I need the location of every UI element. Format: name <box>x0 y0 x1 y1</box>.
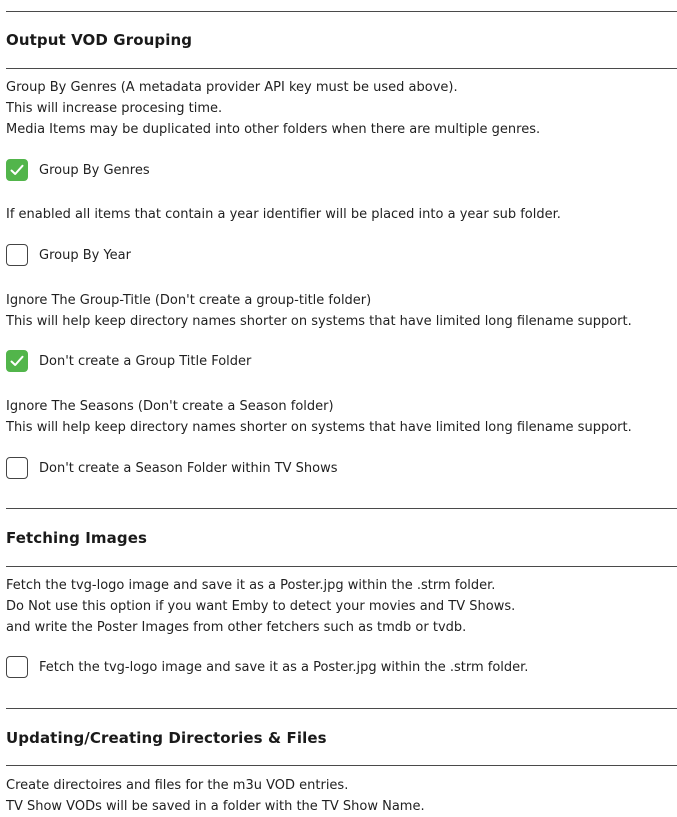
section-title-updating-directories: Updating/Creating Directories & Files <box>6 729 327 747</box>
fetch-logo-label[interactable]: Fetch the tvg-logo image and save it as a Poster.jpg within the .strm folder. <box>39 659 529 675</box>
group-by-year-option[interactable] <box>6 242 131 268</box>
section-divider-top <box>6 11 677 12</box>
description-line: If enabled all items that contain a year identifier will be placed into a year sub folder. <box>6 207 561 222</box>
season-folder-label[interactable]: Don't create a Season Folder within TV Shows <box>39 460 338 476</box>
description-line: This will increase procesing time. <box>6 101 223 116</box>
description-line: Group By Genres (A metadata provider API key must be used above). <box>6 80 458 95</box>
description-line: Do Not use this option if you want Emby to detect your movies and TV Shows. <box>6 599 516 614</box>
section-divider-top <box>6 708 677 709</box>
option-description-seasons <box>6 396 632 438</box>
group-title-folder-option[interactable] <box>6 348 251 374</box>
description-line: Create directoires and files for the m3u VOD entries. <box>6 778 349 793</box>
group-by-genres-option[interactable] <box>6 157 150 183</box>
description-line: TV Show VODs will be saved in a folder with the TV Show Name. <box>6 799 425 814</box>
group-by-genres-checkbox[interactable] <box>6 159 28 181</box>
fetch-logo-option[interactable] <box>6 654 528 680</box>
description-line: Ignore The Group-Title (Don't create a group-title folder) <box>6 293 372 308</box>
description-line: Fetch the tvg-logo image and save it as a Poster.jpg within the .strm folder. <box>6 578 496 593</box>
description-line: and write the Poster Images from other fetchers such as tmdb or tvdb. <box>6 620 467 635</box>
section-divider-bottom <box>6 765 677 766</box>
section-divider-top <box>6 508 677 509</box>
option-description-group-title <box>6 290 632 332</box>
fetch-logo-checkbox[interactable] <box>6 656 28 678</box>
section-title-fetching-images: Fetching Images <box>6 529 148 547</box>
description-line: This will help keep directory names shorter on systems that have limited long filename support. <box>6 420 632 435</box>
group-title-folder-checkbox[interactable] <box>6 350 28 372</box>
group-by-year-label[interactable]: Group By Year <box>39 247 131 263</box>
section-title-output-vod-grouping: Output VOD Grouping <box>6 31 193 49</box>
season-folder-option[interactable] <box>6 455 338 481</box>
checkmark-icon <box>9 162 25 178</box>
option-description-fetch-logo <box>6 575 515 638</box>
option-description-create-directories <box>6 775 425 817</box>
description-line: Media Items may be duplicated into other folders when there are multiple genres. <box>6 122 541 137</box>
description-line: This will help keep directory names shorter on systems that have limited long filename support. <box>6 314 632 329</box>
season-folder-checkbox[interactable] <box>6 457 28 479</box>
description-line: Ignore The Seasons (Don't create a Season folder) <box>6 399 334 414</box>
group-title-folder-label[interactable]: Don't create a Group Title Folder <box>39 353 252 369</box>
checkmark-icon <box>9 353 25 369</box>
option-description-group-by-year <box>6 204 561 225</box>
group-by-genres-label[interactable]: Group By Genres <box>39 162 150 178</box>
group-by-year-checkbox[interactable] <box>6 244 28 266</box>
section-divider-bottom <box>6 68 677 69</box>
option-description-group-by-genres <box>6 77 540 140</box>
section-divider-bottom <box>6 566 677 567</box>
